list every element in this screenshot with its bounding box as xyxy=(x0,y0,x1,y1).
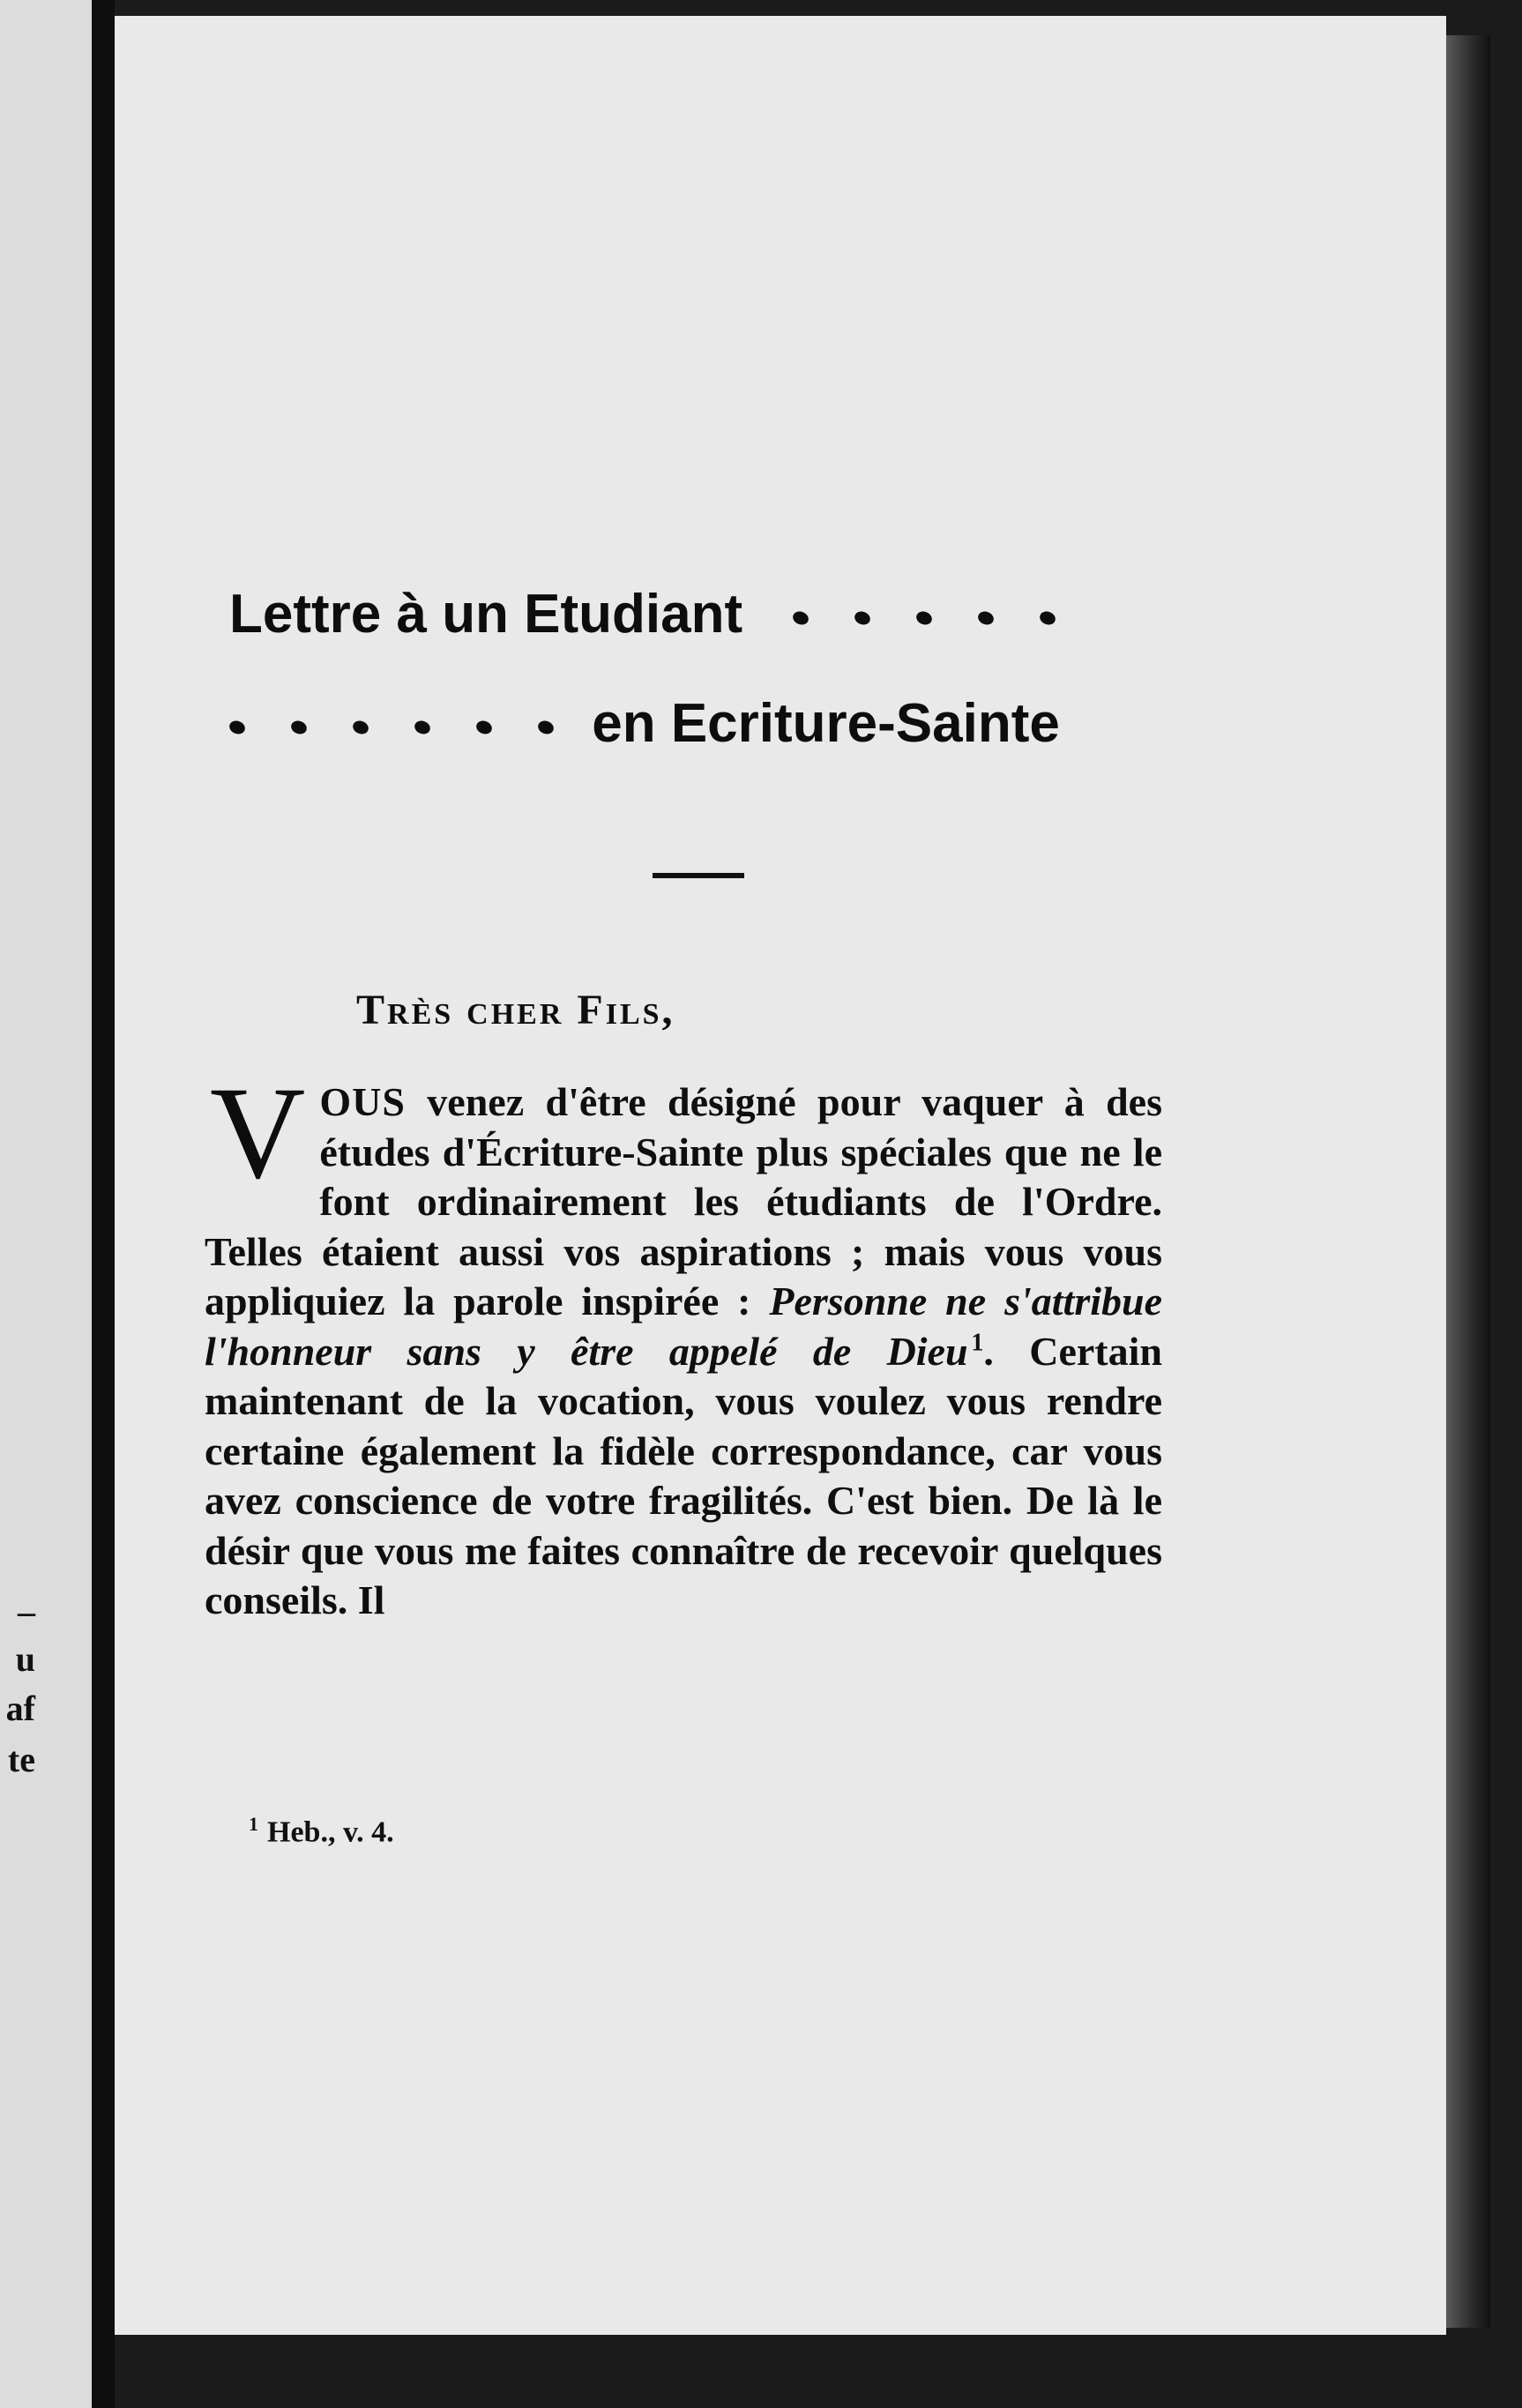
facing-page-fragment: u xyxy=(15,1639,35,1679)
heading-text: en Ecriture-Sainte xyxy=(592,693,1060,754)
ornament-dot xyxy=(976,609,996,627)
section-rule xyxy=(653,873,744,878)
page-edge xyxy=(1446,35,1490,2328)
footnote xyxy=(249,1813,394,1849)
scripture-quote: Personne ne s'attribue l'honneur sans y être appelé de Dieu xyxy=(205,1279,1163,1374)
salutation: Très cher Fils, xyxy=(356,987,675,1033)
ornament-dot xyxy=(536,719,556,736)
chapter-heading-line-2 xyxy=(229,693,1199,754)
ornament-dots xyxy=(229,693,592,754)
body-text-start: venez d'être désigné pour vaquer à des études d'Écriture-Sainte plus spéciales que ne le font ordinairement les étudiants de l'Ordre. Telles étaient aussi vos aspirations ; mais vous vous appliquiez la parole inspirée : xyxy=(205,1079,1162,1323)
facing-page-fragment: af xyxy=(5,1689,35,1728)
body-paragraph xyxy=(205,1060,1163,1626)
ornament-dot xyxy=(289,719,309,736)
body-text-end: . Certain maintenant de la vocation, vous voulez vous rendre certaine également la fidèle correspondance, car vous avez conscience de votre fragilités. C'est bien. De là le désir que vous me faites connaître de recevoir quelques conseils. Il xyxy=(205,1328,1162,1622)
heading-text: Lettre à un Etudiant xyxy=(229,584,743,645)
facing-page xyxy=(0,0,92,2408)
ornament-dot xyxy=(914,609,934,627)
ornament-dots xyxy=(793,584,1056,645)
footnote-text: Heb., v. 4. xyxy=(267,1815,394,1849)
drop-cap: V xyxy=(210,1060,306,1206)
first-word-rest: OUS xyxy=(319,1079,406,1124)
chapter-heading-line-1 xyxy=(229,584,1199,645)
facing-page-fragment: te xyxy=(7,1740,35,1779)
ornament-dot xyxy=(791,609,810,627)
ornament-dot xyxy=(1038,609,1057,627)
scan-border xyxy=(115,2335,1522,2408)
book-gutter xyxy=(92,0,115,2408)
footnote-marker: 1 xyxy=(249,1813,258,1835)
facing-page-fragment: – xyxy=(18,1592,35,1631)
ornament-dot xyxy=(413,719,432,736)
footnote-reference: 1 xyxy=(971,1329,984,1357)
ornament-dot xyxy=(474,719,494,736)
ornament-dot xyxy=(853,609,872,627)
ornament-dot xyxy=(351,719,370,736)
ornament-dot xyxy=(228,719,247,736)
